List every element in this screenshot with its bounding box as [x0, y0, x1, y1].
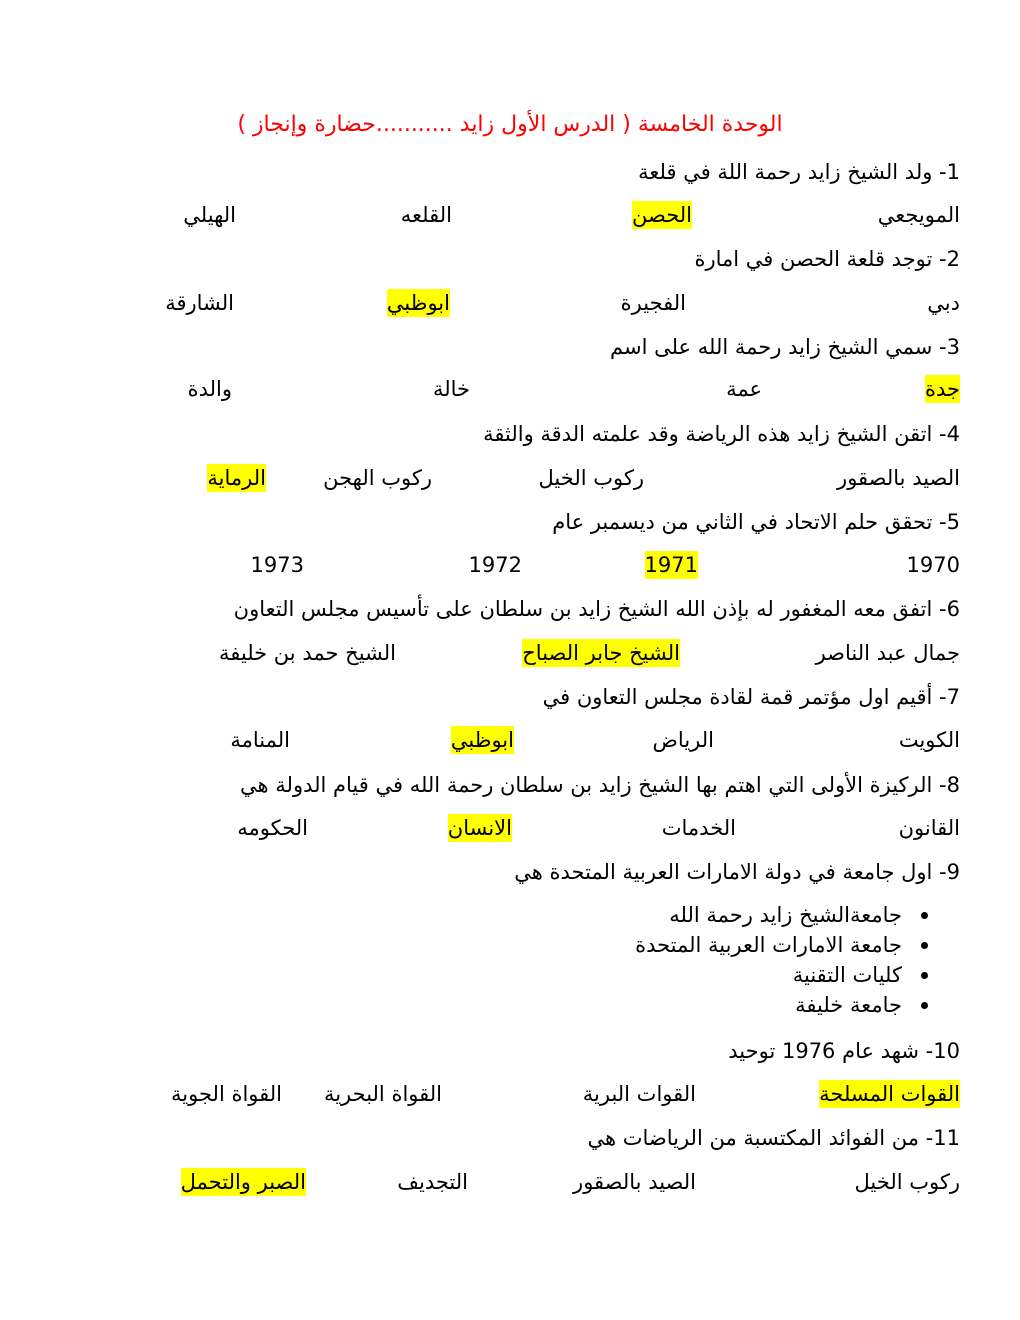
bullet-icon	[921, 1002, 928, 1009]
q8-option-3-answer: الانسان	[447, 816, 512, 840]
question-11: 11- من الفوائد المكتسبة من الرياضات هي	[587, 1126, 960, 1150]
q2-option-3-answer: ابوظبي	[386, 291, 450, 315]
q7-option-4: المنامة	[230, 728, 290, 752]
q3-option-4: والدة	[187, 377, 232, 401]
q5-option-1: 1970	[906, 553, 960, 577]
page-title: الوحدة الخامسة ( الدرس الأول زايد ...........حضارة وإنجاز )	[237, 112, 783, 137]
q7-option-3-answer: ابوظبي	[450, 728, 514, 752]
question-3: 3- سمي الشيخ زايد رحمة الله على اسم	[610, 335, 960, 359]
q9-option-4: جامعة خليفة	[635, 990, 960, 1020]
q11-option-3: التجديف	[397, 1170, 468, 1194]
q5-option-4: 1973	[250, 553, 304, 577]
q2-option-4: الشارقة	[165, 291, 234, 315]
q11-option-1: ركوب الخيل	[854, 1170, 960, 1194]
q1-option-2-answer: الحصن	[632, 203, 692, 227]
q2-option-2: الفجيرة	[620, 291, 686, 315]
question-2: 2- توجد قلعة الحصن في امارة	[694, 247, 960, 271]
q6-option-3: الشيخ حمد بن خليفة	[218, 641, 396, 665]
q11-option-2: الصيد بالصقور	[573, 1170, 696, 1194]
q4-option-3: ركوب الهجن	[323, 466, 432, 490]
bullet-icon	[921, 912, 928, 919]
q8-option-4: الحكومه	[237, 816, 308, 840]
question-6: 6- اتفق معه المغفور له بإذن الله الشيخ زايد بن سلطان على تأسيس مجلس التعاون	[233, 597, 960, 621]
bullet-icon	[921, 972, 928, 979]
q8-option-2: الخدمات	[661, 816, 736, 840]
question-1: 1- ولد الشيخ زايد رحمة اللة في قلعة	[638, 160, 960, 184]
q2-option-1: دبي	[927, 291, 960, 315]
bullet-icon	[921, 942, 928, 949]
question-4: 4- اتقن الشيخ زايد هذه الرياضة وقد علمته الدقة والثقة	[483, 422, 960, 446]
q10-option-1-answer: القوات المسلحة	[819, 1082, 960, 1106]
q6-option-2-answer: الشيخ جابر الصباح	[522, 641, 680, 665]
q9-option-1: جامعةالشيخ زايد رحمة الله	[635, 900, 960, 930]
q6-option-1: جمال عبد الناصر	[815, 641, 960, 665]
q8-option-1: القانون	[898, 816, 960, 840]
question-8: 8- الركيزة الأولى التي اهتم بها الشيخ زايد بن سلطان رحمة الله في قيام الدولة هي	[240, 773, 960, 797]
q9-option-3: كليات التقنية	[635, 960, 960, 990]
q4-option-1: الصيد بالصقور	[837, 466, 960, 490]
q3-option-1-answer: جدة	[924, 377, 960, 401]
q1-option-3: القلعه	[400, 203, 452, 227]
q4-option-2: ركوب الخيل	[538, 466, 644, 490]
q1-option-4: الهيلي	[183, 203, 236, 227]
question-10: 10- شهد عام 1976 توحيد	[728, 1039, 960, 1063]
question-9: 9- اول جامعة في دولة الامارات العربية المتحدة هي	[514, 860, 960, 884]
q9-option-2: جامعة الامارات العربية المتحدة	[635, 930, 960, 960]
q5-option-3: 1972	[468, 553, 522, 577]
question-7: 7- أقيم اول مؤتمر قمة لقادة مجلس التعاون في	[542, 685, 960, 709]
q10-option-2: القوات البرية	[582, 1082, 696, 1106]
question-5: 5- تحقق حلم الاتحاد في الثاني من ديسمبر عام	[552, 510, 960, 534]
q10-option-3: القواة البحرية	[323, 1082, 442, 1106]
q3-option-3: خالة	[432, 377, 470, 401]
q10-option-4: القواة الجوية	[171, 1082, 282, 1106]
q7-option-2: الرياض	[652, 728, 714, 752]
q5-option-2-answer: 1971	[644, 553, 698, 577]
q9-options-list	[635, 900, 960, 1020]
q1-option-1: المويجعي	[877, 203, 960, 227]
q11-option-4-answer: الصبر والتحمل	[180, 1170, 306, 1194]
q7-option-1: الكويت	[898, 728, 960, 752]
q3-option-2: عمة	[726, 377, 762, 401]
q4-option-4-answer: الرماية	[207, 466, 266, 490]
